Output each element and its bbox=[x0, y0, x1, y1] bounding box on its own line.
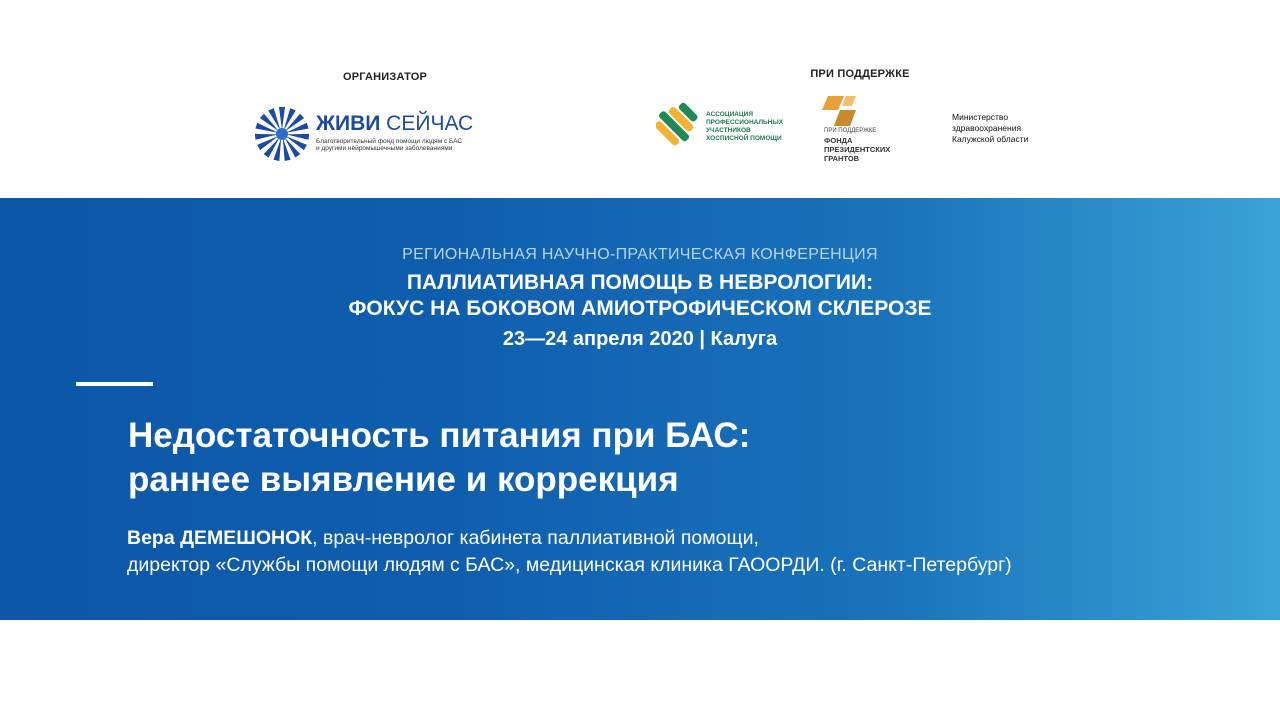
support-label: ПРИ ПОДДЕРЖКЕ bbox=[810, 68, 910, 80]
presidential-grants-emblem-icon bbox=[822, 96, 856, 126]
conference-title: ПАЛЛИАТИВНАЯ ПОМОЩЬ В НЕВРОЛОГИИ: ФОКУС НА БОКОВОМ АМИОТРОФИЧЕСКОМ СКЛЕРОЗЕ bbox=[348, 271, 932, 320]
presidential-grants-fund-logo bbox=[822, 96, 922, 170]
conference-subtitle: РЕГИОНАЛЬНАЯ НАУЧНО-ПРАКТИЧЕСКАЯ КОНФЕРЕНЦИЯ bbox=[402, 246, 878, 263]
conference-date-place: 23—24 апреля 2020 | Калуга bbox=[502, 328, 778, 350]
hospice-association-logo bbox=[656, 100, 796, 156]
divider bbox=[76, 382, 153, 386]
speaker-info bbox=[127, 525, 1267, 579]
zhivi-seychas-name: ЖИВИ СЕЙЧАС bbox=[316, 112, 474, 135]
talk-title: Недостаточность питания при БАС: раннее выявление и коррекция bbox=[128, 416, 751, 499]
zhivi-seychas-subtitle: Благотворительный фонд помощи людям с БАС и другими нейромышечными заболеваниями bbox=[316, 138, 463, 152]
grants-fund-name: ФОНДА ПРЕЗИДЕНТСКИХ ГРАНТОВ bbox=[824, 136, 891, 163]
organizer-label: ОРГАНИЗАТОР bbox=[342, 71, 428, 83]
speaker-role: , врач-невролог кабинета паллиативной помощи, bbox=[312, 527, 759, 549]
kaluga-health-ministry-text: Министерство здравоохранения Калужской области bbox=[952, 112, 1029, 144]
zhivi-seychas-logo bbox=[252, 104, 512, 164]
grants-fund-small-label: ПРИ ПОДДЕРЖКЕ bbox=[824, 128, 877, 134]
hospice-association-emblem-icon bbox=[656, 100, 702, 154]
speaker-affiliation: директор «Службы помощи людям с БАС», медицинская клиника ГАООРДИ. (г. Санкт-Петербург) bbox=[127, 554, 1012, 576]
sponsors-header bbox=[0, 0, 1280, 198]
cornflower-icon bbox=[252, 104, 312, 164]
speaker-name: Вера ДЕМЕШОНОК bbox=[127, 527, 313, 549]
bottom-blank bbox=[0, 620, 1280, 720]
hospice-association-text: АССОЦИАЦИЯ ПРОФЕССИОНАЛЬНЫХ УЧАСТНИКОВ ХОСПИСНОЙ ПОМОЩИ bbox=[706, 111, 784, 142]
